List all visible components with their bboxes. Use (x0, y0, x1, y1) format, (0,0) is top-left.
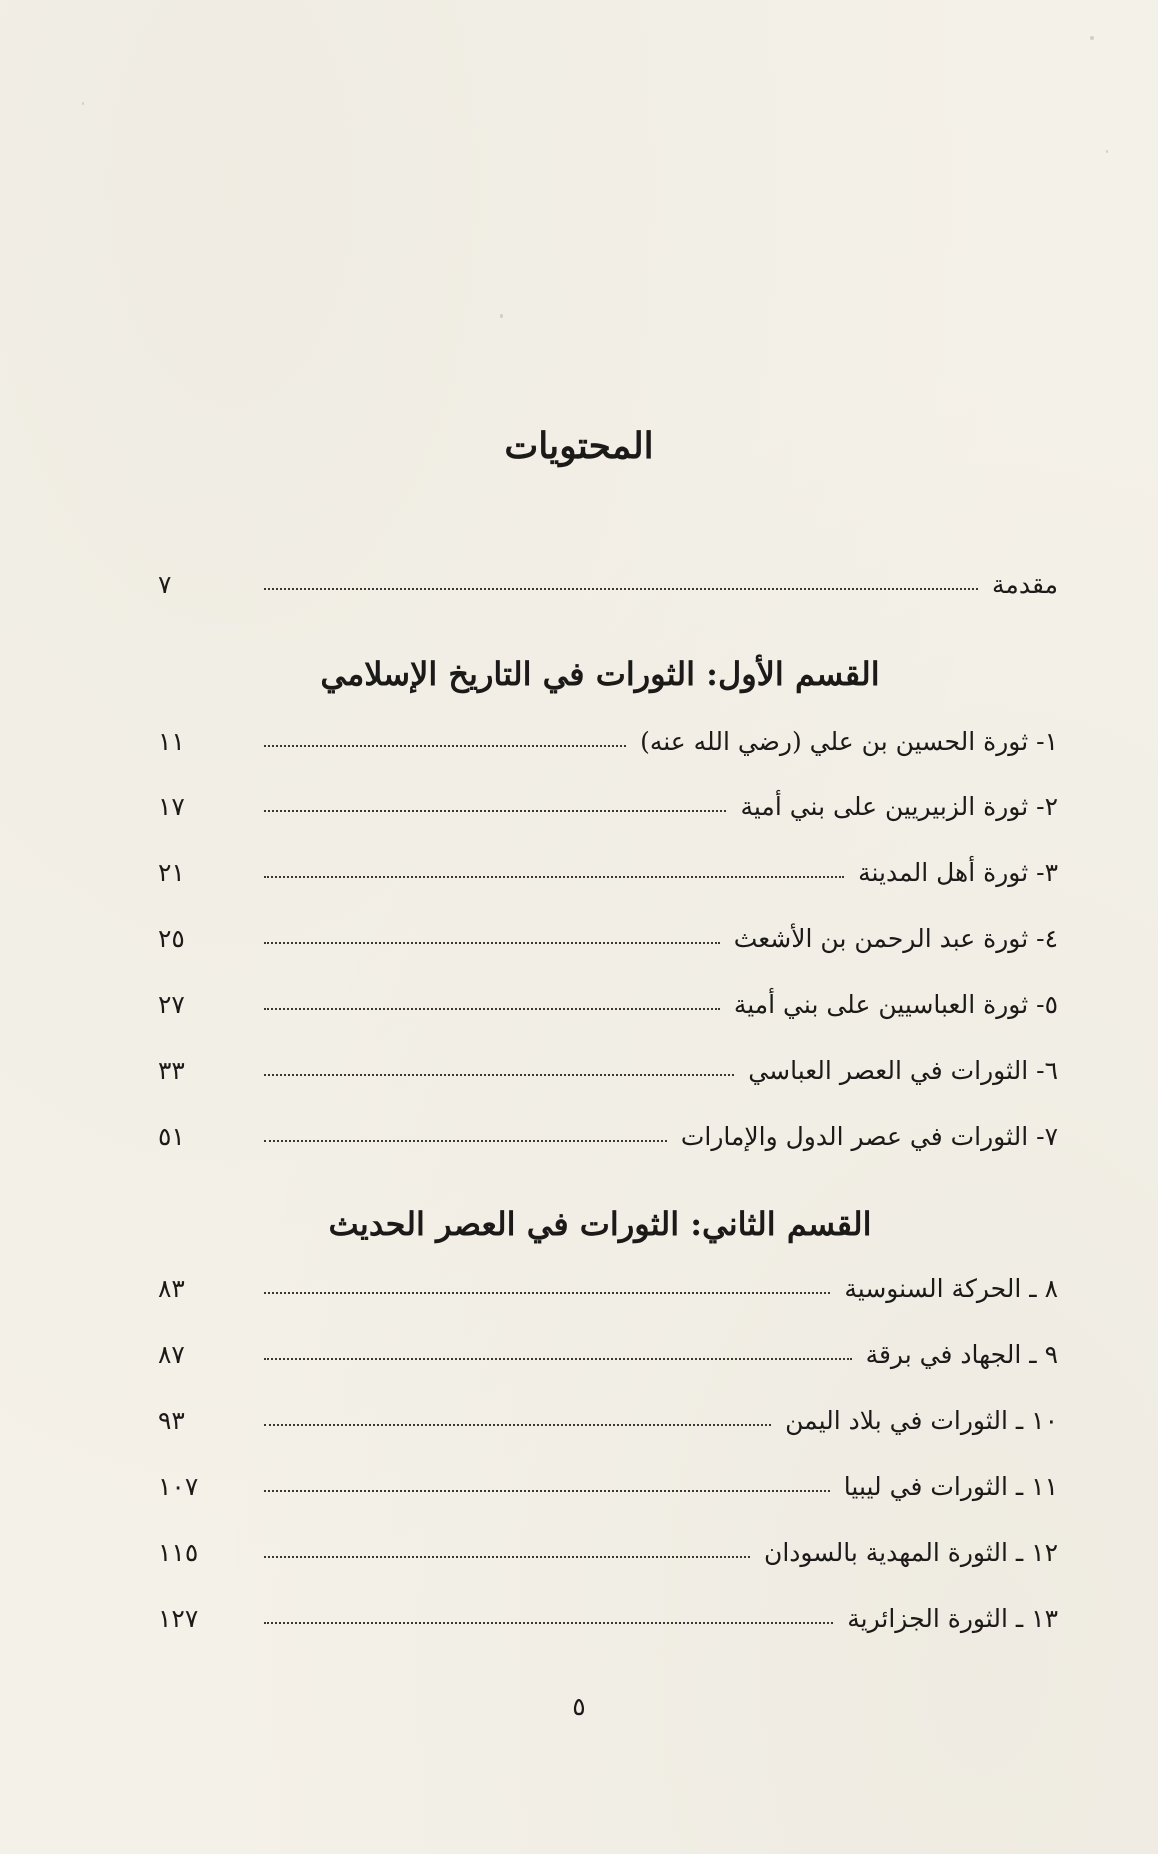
toc-entry-page: ٨٣ (158, 1273, 185, 1303)
toc-entry-page: ٨٧ (158, 1339, 185, 1369)
toc-entry-page: ٧ (158, 569, 172, 599)
toc-entry (158, 980, 1058, 1028)
toc-entry-label: ٦- الثورات في العصر العباسي (748, 1055, 1058, 1085)
dot-leader (264, 588, 978, 590)
dot-leader (264, 1292, 830, 1294)
page-title: المحتويات (504, 425, 654, 467)
dot-leader (264, 810, 726, 812)
dot-leader (264, 1424, 771, 1426)
toc-entry-page: ٢٥ (158, 923, 185, 953)
toc-entry (158, 717, 1058, 765)
toc-entry-label: ٧- الثورات في عصر الدول والإمارات (680, 1121, 1058, 1151)
toc-entry-page: ١٢٧ (158, 1603, 199, 1633)
toc-entry-page: ٩٣ (158, 1405, 185, 1435)
dot-leader (264, 1622, 833, 1624)
toc-entry-page: ٥١ (158, 1121, 185, 1151)
section-heading-1: القسم الأول: الثورات في التاريخ الإسلامي (320, 655, 880, 693)
dot-leader (264, 876, 844, 878)
page-number: ٥ (572, 1692, 586, 1721)
toc-entry (158, 1046, 1058, 1094)
toc-entry (158, 1594, 1058, 1642)
toc-entry (158, 1462, 1058, 1510)
toc-entry-label: ١١ ـ الثورات في ليبيا (843, 1471, 1058, 1501)
toc-entry (158, 1264, 1058, 1312)
toc-entry (158, 914, 1058, 962)
toc-entry-label: ١- ثورة الحسين بن علي (رضي الله عنه) (640, 726, 1058, 756)
toc-entry (158, 1528, 1058, 1576)
toc-entry-label: ٤- ثورة عبد الرحمن بن الأشعث (733, 923, 1058, 953)
dot-leader (264, 942, 720, 944)
toc-entry-label: ١٣ ـ الثورة الجزائرية (847, 1603, 1058, 1633)
paper-speck (500, 314, 503, 318)
paper-speck (1106, 150, 1108, 153)
toc-entry-label: ٣- ثورة أهل المدينة (858, 857, 1058, 887)
toc-entry-page: ١١٥ (158, 1537, 199, 1567)
toc-entry (158, 782, 1058, 830)
toc-entry-label: ٢- ثورة الزبيريين على بني أمية (740, 791, 1058, 821)
toc-entry-page: ٣٣ (158, 1055, 185, 1085)
toc-entry-page: ١٧ (158, 791, 185, 821)
toc-entry-label: ١٢ ـ الثورة المهدية بالسودان (763, 1537, 1058, 1567)
toc-entry-page: ١٠٧ (158, 1471, 199, 1501)
dot-leader (264, 1358, 852, 1360)
toc-entry-label: ١٠ ـ الثورات في بلاد اليمن (785, 1405, 1058, 1435)
toc-entry-label: ٥- ثورة العباسيين على بني أمية (733, 989, 1058, 1019)
toc-entry-label: مقدمة (992, 569, 1058, 599)
toc-entry-intro (158, 560, 1058, 608)
dot-leader (264, 745, 626, 747)
toc-entry-label: ٨ ـ الحركة السنوسية (844, 1273, 1058, 1303)
dot-leader (264, 1140, 667, 1142)
toc-entry-page: ٢١ (158, 857, 185, 887)
dot-leader (264, 1074, 734, 1076)
toc-entry (158, 848, 1058, 896)
toc-entry (158, 1330, 1058, 1378)
paper-speck (82, 102, 84, 105)
toc-entry-page: ٢٧ (158, 989, 185, 1019)
paper-speck (1090, 36, 1094, 40)
toc-entry (158, 1112, 1058, 1160)
dot-leader (264, 1556, 750, 1558)
toc-entry-page: ١١ (158, 726, 185, 756)
section-heading-2: القسم الثاني: الثورات في العصر الحديث (328, 1205, 872, 1243)
dot-leader (264, 1490, 830, 1492)
dot-leader (264, 1008, 720, 1010)
toc-entry-label: ٩ ـ الجهاد في برقة (865, 1339, 1058, 1369)
toc-entry (158, 1396, 1058, 1444)
